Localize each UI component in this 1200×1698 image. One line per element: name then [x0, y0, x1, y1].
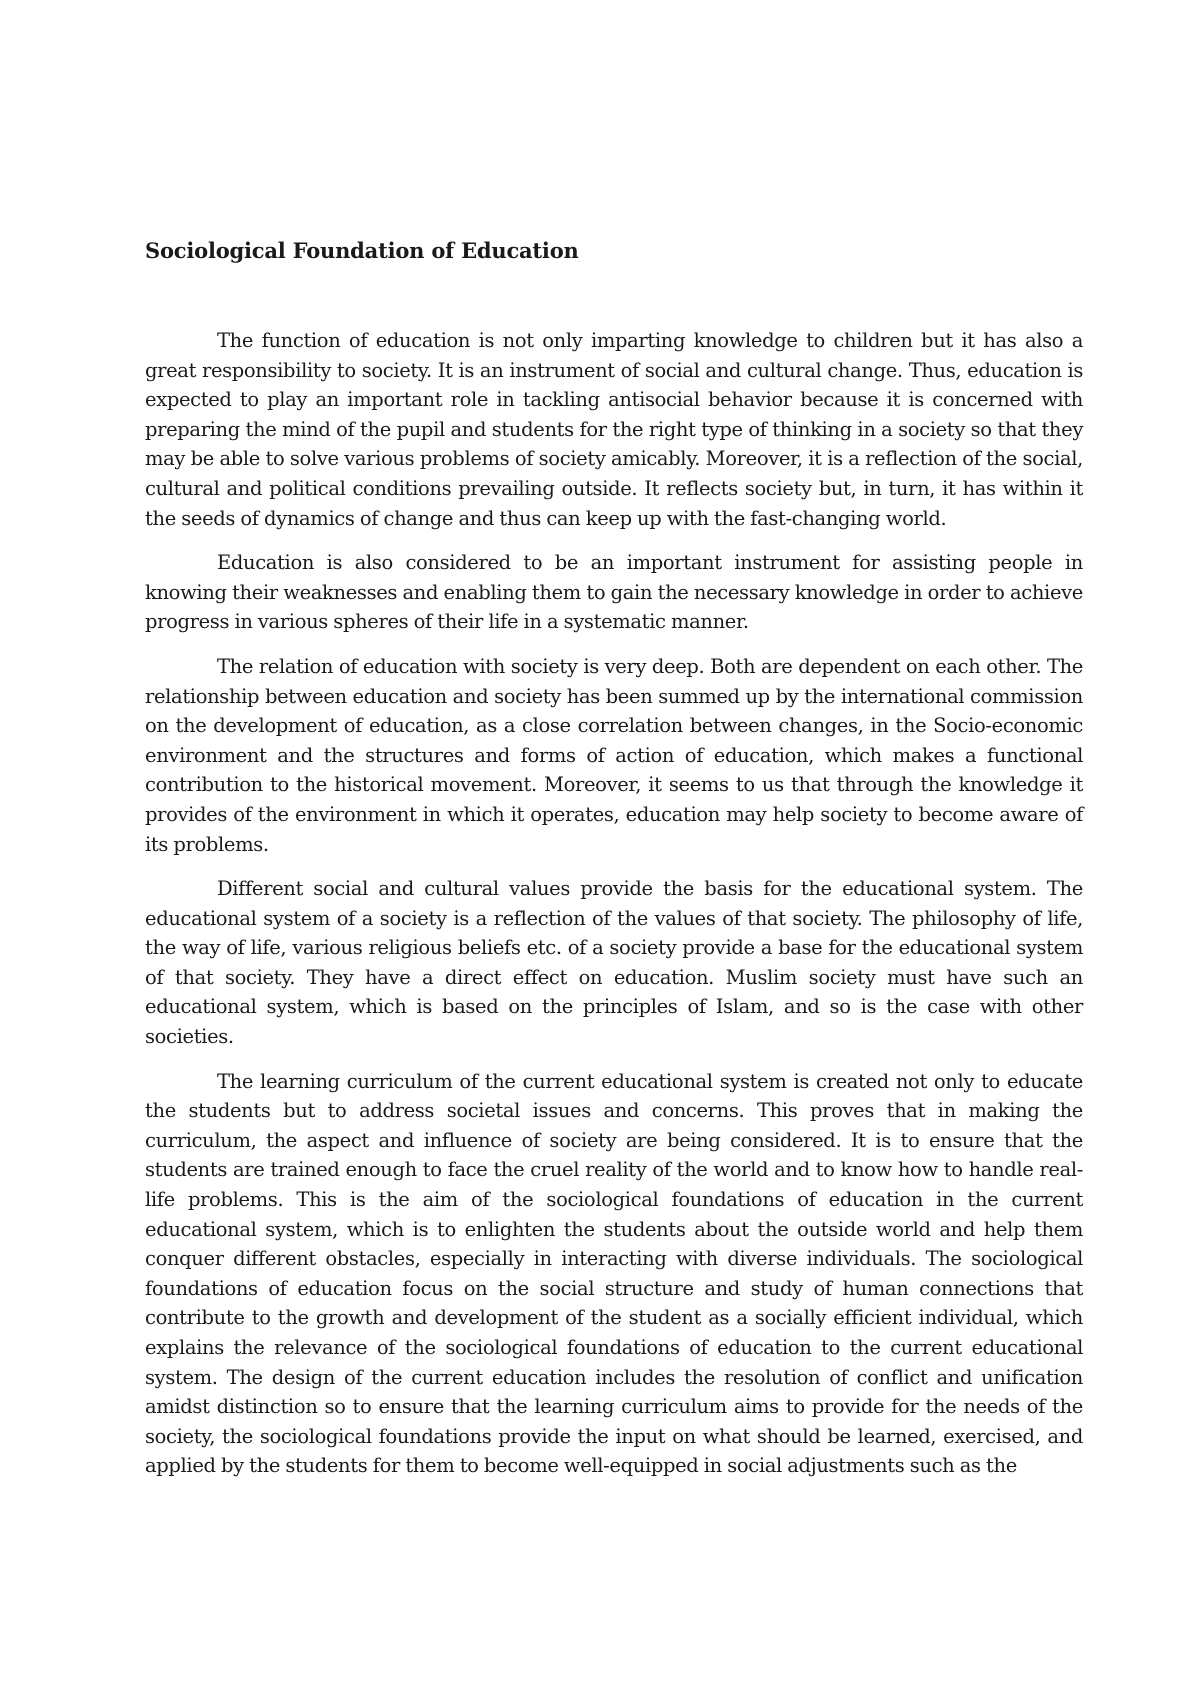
- paragraph-5: The learning curriculum of the current educational system is created not only to educate the students but to address societal issues and concerns. This proves that in making the curriculum, the aspect and influence of society are being considered. It is to ensure that the students are trained enough to face the cruel reality of the world and to know how to handle real-life problems. This is the aim of the sociological foundations of education in the current educational system, which is to enlighten the students about the outside world and help them conquer different obstacles, especially in interacting with diverse individuals. The sociological foundations of education focus on the social structure and study of human connections that contribute to the growth and development of the student as a socially efficient individual, which explains the relevance of the sociological foundations of education to the current educational system. The design of the current education includes the resolution of conflict and unification amidst distinction so to ensure that the learning curriculum aims to provide for the needs of the society, the sociological foundations provide the input on what should be learned, exercised, and applied by the students for them to become well-equipped in social adjustments such as the: [145, 1069, 1083, 1478]
- paragraph-2: Education is also considered to be an important instrument for assisting people in knowing their weaknesses and enabling them to gain the necessary knowledge in order to achieve progress in various spheres of their life in a systematic manner.: [145, 551, 1083, 634]
- paragraph-4: Different social and cultural values provide the basis for the educational system. The educational system of a society is a reflection of the values of that society. The philosophy of life, the way of life, various religious beliefs etc. of a society provide a base for the educational system of that society. They have a direct effect on education. Muslim society must have such an educational system, which is based on the principles of Islam, and so is the case with other societies.: [145, 877, 1083, 1049]
- paragraph-3: The relation of education with society is very deep. Both are dependent on each other. The relationship between education and society has been summed up by the international commission on the development of education, as a close correlation between changes, in the Socio-economic environment and the structures and forms of action of education, which makes a functional contribution to the historical movement. Moreover, it seems to us that through the knowledge it provides of the environment in which it operates, education may help society to become aware of its problems.: [145, 654, 1083, 856]
- document-title: Sociological Foundation of Education: [145, 238, 579, 263]
- paragraph-1: The function of education is not only imparting knowledge to children but it has also a great responsibility to society. It is an instrument of social and cultural change. Thus, education is expected to play an important role in tackling antisocial behavior because it is concerned with preparing the mind of the pupil and students for the right type of thinking in a society so that they may be able to solve various problems of society amicably. Moreover, it is a reflection of the social, cultural and political conditions prevailing outside. It reflects society but, in turn, it has within it the seeds of dynamics of change and thus can keep up with the fast-changing world.: [145, 329, 1083, 530]
- document-body: [145, 236, 1083, 1496]
